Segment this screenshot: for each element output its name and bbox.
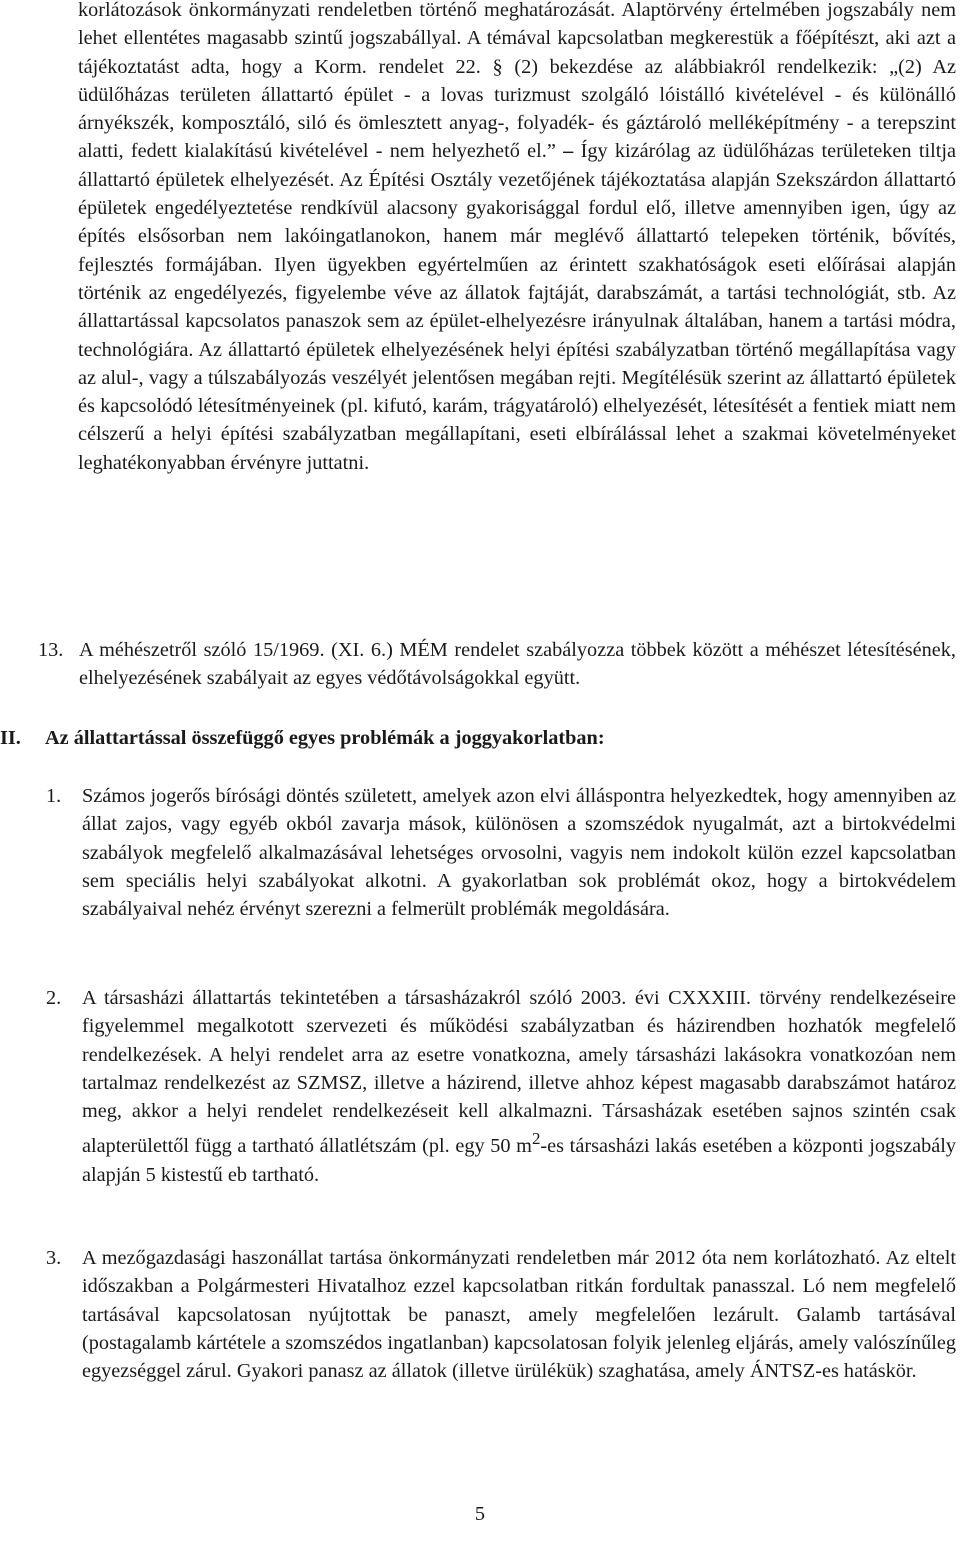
list-item-number: 3. bbox=[46, 1247, 62, 1269]
section-title: Az állattartással összefüggő egyes problémák a joggyakorlatban: bbox=[45, 727, 605, 749]
list-item bbox=[46, 1244, 956, 1385]
paragraph-1-text-b: Így kizárólag az üdülőházas területeken tiltja állattartó épületek elhelyezését. Az Építési Osztály vezetőjének tájékoztatása alapján Szekszárdon állattartó épületek engedélyeztetése rendkívül alacsony gyakorisággal fordul elő, illetve amennyiben igen, úgy az építés elsősorban nem lakóingatlanokon, hanem már meglévő állattartó telepeken történik, bővítés, fejlesztés formájában. Ilyen ügyekben egyértelműen az érintett szakhatóságok eseti előírásai alapján történik az engedélyezés, figyelembe véve az állatok fajtáját, darabszámát, a tartási technológiát, stb. Az állattartással kapcsolatos panaszok sem az épület-elhelyezésre irányulnak általában, hanem a tartási módra, technológiára. Az állattartó épületek elhelyezésének helyi építési szabályzatban történő megállapítása vagy az alul-, vagy a túlszabályozás veszélyét jelentősen megában rejti. Megítélésük szerint az állattartó épületek és kapcsolódó létesítményeinek (pl. kifutó, karám, trágyatároló) elhelyezését, létesítését a fentiek miatt nem célszerű a helyi építési szabályzatban megállapítani, eseti elbírálással lehet a szakmai követelményeket leghatékonyabban érvényre juttatni. bbox=[78, 140, 957, 474]
list-item-text bbox=[82, 984, 956, 1189]
page-number: 5 bbox=[474, 1503, 486, 1525]
section-number: II. bbox=[0, 727, 21, 749]
list-item-text-part-1: A társasházi állattartás tekintetében a társasházakról szóló 2003. évi CXXXIII. törvény rendelkezéseire figyelemmel megalkotott szervezeti és működési szabályzatban és házirendben hozhatók megfelelő rendelkezések. A helyi rendelet arra az esetre vonatkozna, amely társasházi lakásokra vonatkozóan nem tartalmaz rendelkezést az SZMSZ, illetve a házirend, illetve ahhoz képest magasabb darabszámot határoz meg, akkor a helyi rendelet rendelkezéseit kell alkalmazni. Társasházak esetében sajnos szintén csak alapterülettől függ a tartható állatlétszám (pl. egy 50 m bbox=[82, 987, 956, 1158]
list-item-text: A mezőgazdasági haszonállat tartása önkormányzati rendeletben már 2012 óta nem korlátozható. Az eltelt időszakban a Polgármesteri Hivatalhoz ezzel kapcsolatban ritkán fordultak panasszal. Ló nem megfelelő tartásával kapcsolatosan nyújtottak be panaszt, amely megfelelően lezárult. Galamb tartásával (postagalamb kártétele a szomszédos ingatlanban) kapcsolatosan folyik jelenleg eljárás, amely valószínűleg egyezséggel zárul. Gyakori panasz az állatok (illetve ürülékük) szaghatása, amely ÁNTSZ-es hatáskör. bbox=[82, 1247, 956, 1383]
body-paragraph-1 bbox=[78, 0, 956, 477]
paragraph-1-dash: – bbox=[563, 140, 574, 163]
list-item bbox=[46, 782, 956, 923]
list-item-text-part-2: -es társasházi lakás esetében a központi jogszabály alapján 5 kistestű eb tartható. bbox=[82, 1135, 956, 1186]
list-item-text: Számos jogerős bírósági döntés született, amelyek azon elvi álláspontra helyezkedtek, hogy amennyiben az állat zajos, vagy egyéb okból zavarja mások, különösen a szomszédok nyugalmát, azt a birtokvédelmi szabályok megfelelő alkalmazásával lehetséges orvosolni, vagyis nem indokolt külön ezzel kapcsolatban sem speciális helyi szabályokat alkotni. A gyakorlatban sok problémát okoz, hogy a birtokvédelem szabályaival nehéz érvényt szerezni a felmerült problémák megoldására. bbox=[82, 785, 956, 921]
list-item bbox=[46, 984, 956, 1189]
superscript-2: 2 bbox=[531, 1129, 541, 1149]
list-item-number: 2. bbox=[46, 987, 62, 1009]
numbered-item-13 bbox=[38, 636, 956, 693]
item-13-number: 13. bbox=[38, 639, 64, 661]
item-13-text: A méhészetről szóló 15/1969. (XI. 6.) MÉM rendelet szabályozza többek között a méhészet létesítésének, elhelyezésének szabályait az egyes védőtávolságokkal együtt. bbox=[79, 639, 956, 690]
list-item-number: 1. bbox=[46, 785, 62, 807]
paragraph-1-text-a: korlátozások önkormányzati rendeletben történő meghatározását. Alaptörvény értelmében jogszabály nem lehet ellentétes magasabb szintű jogszabállyal. A témával kapcsolatban megkerestük a főépítészt, aki azt a tájékoztatást adta, hogy a Korm. rendelet 22. § (2) bekezdése az alábbiakról rendelkezik: „(2) Az üdülőházas területen állattartó épület - a lovas turizmust szolgáló lóistálló kivételével - és különálló árnyékszék, komposztáló, siló és ömlesztett anyag-, folyadék- és gáztároló melléképítmény - a terepszint alatti, fedett kialakítású kivételével - nem helyezhető el.” bbox=[78, 0, 956, 163]
